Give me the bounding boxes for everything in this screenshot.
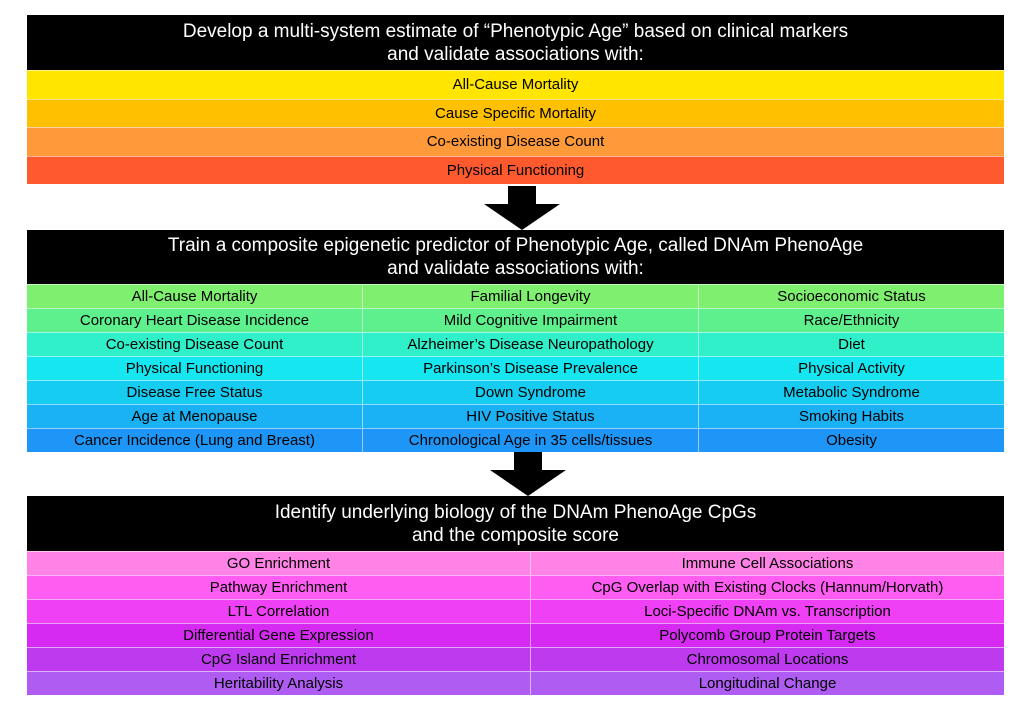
stage2-row <box>27 428 1004 452</box>
stage1-header-line1: Develop a multi-system estimate of “Phenotypic Age” based on clinical markers <box>182 20 849 42</box>
stage2-grid <box>27 284 1004 452</box>
stage2-row <box>27 284 1004 308</box>
stage3-cell: CpG Island Enrichment <box>200 651 357 668</box>
stage2-cell: Obesity <box>698 429 1004 452</box>
stage3-cell: Differential Gene Expression <box>183 627 374 644</box>
stage2-cell: Socioeconomic Status <box>698 285 1004 308</box>
stage2-cell: Down Syndrome <box>362 381 698 404</box>
stage2-row <box>27 332 1004 356</box>
stage2-cell: Metabolic Syndrome <box>698 381 1004 404</box>
stage2-cell: Smoking Habits <box>698 405 1004 428</box>
stage2-row <box>27 404 1004 428</box>
stage3-cell: Chromosomal Locations <box>530 648 1004 671</box>
stage2-header-line1: Train a composite epigenetic predictor of Phenotypic Age, called DNAm PhenoAge <box>167 235 864 256</box>
stage2-cell: Mild Cognitive Impairment <box>362 309 698 332</box>
stage3-header-line1: Identify underlying biology of the DNAm PhenoAge CpGs <box>274 501 757 523</box>
stage2-row <box>27 308 1004 332</box>
stage3-cell: Pathway Enrichment <box>209 579 348 596</box>
stage1-item: Physical Functioning <box>27 156 1004 185</box>
stage1-item: Cause Specific Mortality <box>27 99 1004 128</box>
stage2-cell: Parkinson’s Disease Prevalence <box>362 357 698 380</box>
stage2-cell: Physical Activity <box>698 357 1004 380</box>
stage3-cell: LTL Correlation <box>227 603 330 620</box>
down-arrow-icon <box>484 186 560 230</box>
stage3-cell: Polycomb Group Protein Targets <box>530 624 1004 647</box>
stage3-row <box>27 623 1004 647</box>
stage1-block <box>27 15 1004 184</box>
stage1-item: Co-existing Disease Count <box>27 127 1004 156</box>
down-arrow-icon <box>490 452 566 496</box>
stage3-grid <box>27 551 1004 695</box>
stage2-cell: Alzheimer’s Disease Neuropathology <box>362 333 698 356</box>
stage1-header-line2: and validate associations with: <box>387 43 644 65</box>
stage3-row <box>27 599 1004 623</box>
stage2-cell: Familial Longevity <box>362 285 698 308</box>
stage1-header <box>27 15 1004 70</box>
stage2-cell: Age at Menopause <box>131 408 258 425</box>
stage3-row <box>27 575 1004 599</box>
stage2-cell: Coronary Heart Disease Incidence <box>79 312 310 329</box>
stage2-block <box>27 230 1004 452</box>
stage2-header-line2: and validate associations with: <box>387 258 644 279</box>
stage2-cell: Diet <box>698 333 1004 356</box>
stage2-row <box>27 380 1004 404</box>
stage2-cell: All-Cause Mortality <box>131 288 258 305</box>
stage2-cell: Co-existing Disease Count <box>105 336 284 353</box>
stage3-header-line2: and the composite score <box>411 524 619 546</box>
stage2-header <box>27 230 1004 284</box>
stage2-cell: Physical Functioning <box>125 360 264 377</box>
stage1-list <box>27 70 1004 184</box>
stage3-cell: GO Enrichment <box>226 555 331 572</box>
stage2-cell: Race/Ethnicity <box>698 309 1004 332</box>
stage2-cell: Disease Free Status <box>126 384 263 401</box>
stage2-cell: Chronological Age in 35 cells/tissues <box>362 429 698 452</box>
stage3-cell: Loci-Specific DNAm vs. Transcription <box>530 600 1004 623</box>
stage3-cell: Longitudinal Change <box>530 672 1004 695</box>
stage2-cell: HIV Positive Status <box>362 405 698 428</box>
stage3-header <box>27 496 1004 551</box>
stage3-cell: CpG Overlap with Existing Clocks (Hannum/Horvath) <box>530 576 1004 599</box>
stage3-cell: Heritability Analysis <box>213 675 344 692</box>
stage2-cell: Cancer Incidence (Lung and Breast) <box>74 432 315 449</box>
stage3-row <box>27 647 1004 671</box>
stage3-cell: Immune Cell Associations <box>530 552 1004 575</box>
stage3-row <box>27 551 1004 575</box>
stage2-row <box>27 356 1004 380</box>
stage3-block <box>27 496 1004 695</box>
stage1-item: All-Cause Mortality <box>27 70 1004 99</box>
stage3-row <box>27 671 1004 695</box>
